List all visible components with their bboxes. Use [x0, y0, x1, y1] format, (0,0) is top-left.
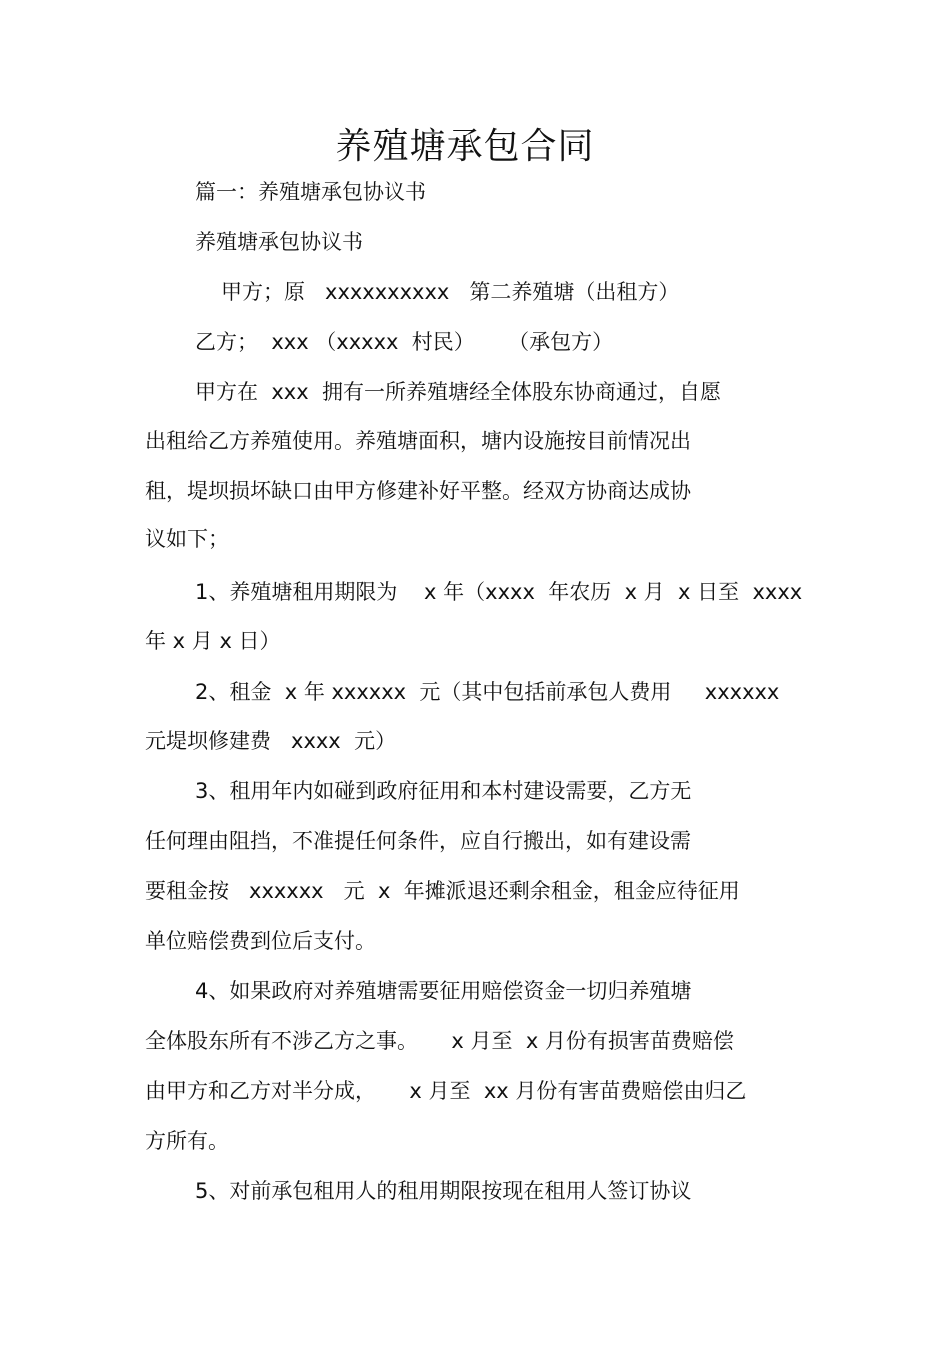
party-b-line: 乙方； xxx （xxxxx 村民） （承包方） [195, 330, 614, 354]
document-title: 养殖塘承包合同 [335, 126, 595, 167]
clause-4-line: 由甲方和乙方对半分成， x 月至 xx 月份有害苗费赔偿由归乙 [145, 1079, 747, 1103]
clause-3-line: 单位赔偿费到位后支付。 [145, 929, 376, 953]
paragraph-line: 甲方在 xxx 拥有一所养殖塘经全体股东协商通过，自愿 [195, 380, 721, 404]
clause-1-line: 1、养殖塘租用期限为 x 年（xxxx 年农历 x 月 x 日至 xxxx [195, 580, 803, 604]
paragraph-line: 出租给乙方养殖使用。养殖塘面积，塘内设施按目前情况出 [145, 429, 691, 453]
clause-3-line: 任何理由阻挡，不准提任何条件，应自行搬出，如有建设需 [145, 829, 691, 853]
clause-4-line: 4、如果政府对养殖塘需要征用赔偿资金一切归养殖塘 [195, 979, 692, 1003]
clause-3-line: 要租金按 xxxxxx 元 x 年摊派退还剩余租金，租金应待征用 [145, 879, 740, 903]
clause-5-line: 5、对前承包租用人的租用期限按现在租用人签订协议 [195, 1179, 692, 1203]
party-a-line: 甲方；原 xxxxxxxxxx 第二养殖塘（出租方） [221, 280, 680, 304]
paragraph-line: 租，堤坝损坏缺口由甲方修建补好平整。经双方协商达成协 [145, 479, 691, 503]
clause-3-line: 3、租用年内如碰到政府征用和本村建设需要，乙方无 [195, 779, 692, 803]
section-heading: 篇一：养殖塘承包协议书 [195, 180, 426, 204]
agreement-heading: 养殖塘承包协议书 [195, 230, 363, 254]
clause-4-line: 方所有。 [145, 1129, 229, 1153]
clause-4-line: 全体股东所有不涉乙方之事。 x 月至 x 月份有损害苗费赔偿 [145, 1029, 734, 1053]
clause-1-line: 年 x 月 x 日） [145, 629, 281, 653]
clause-2-line: 2、租金 x 年 xxxxxx 元（其中包括前承包人费用 xxxxxx [195, 680, 780, 704]
clause-2-line: 元堤坝修建费 xxxx 元） [145, 729, 397, 753]
paragraph-line: 议如下； [145, 527, 229, 551]
